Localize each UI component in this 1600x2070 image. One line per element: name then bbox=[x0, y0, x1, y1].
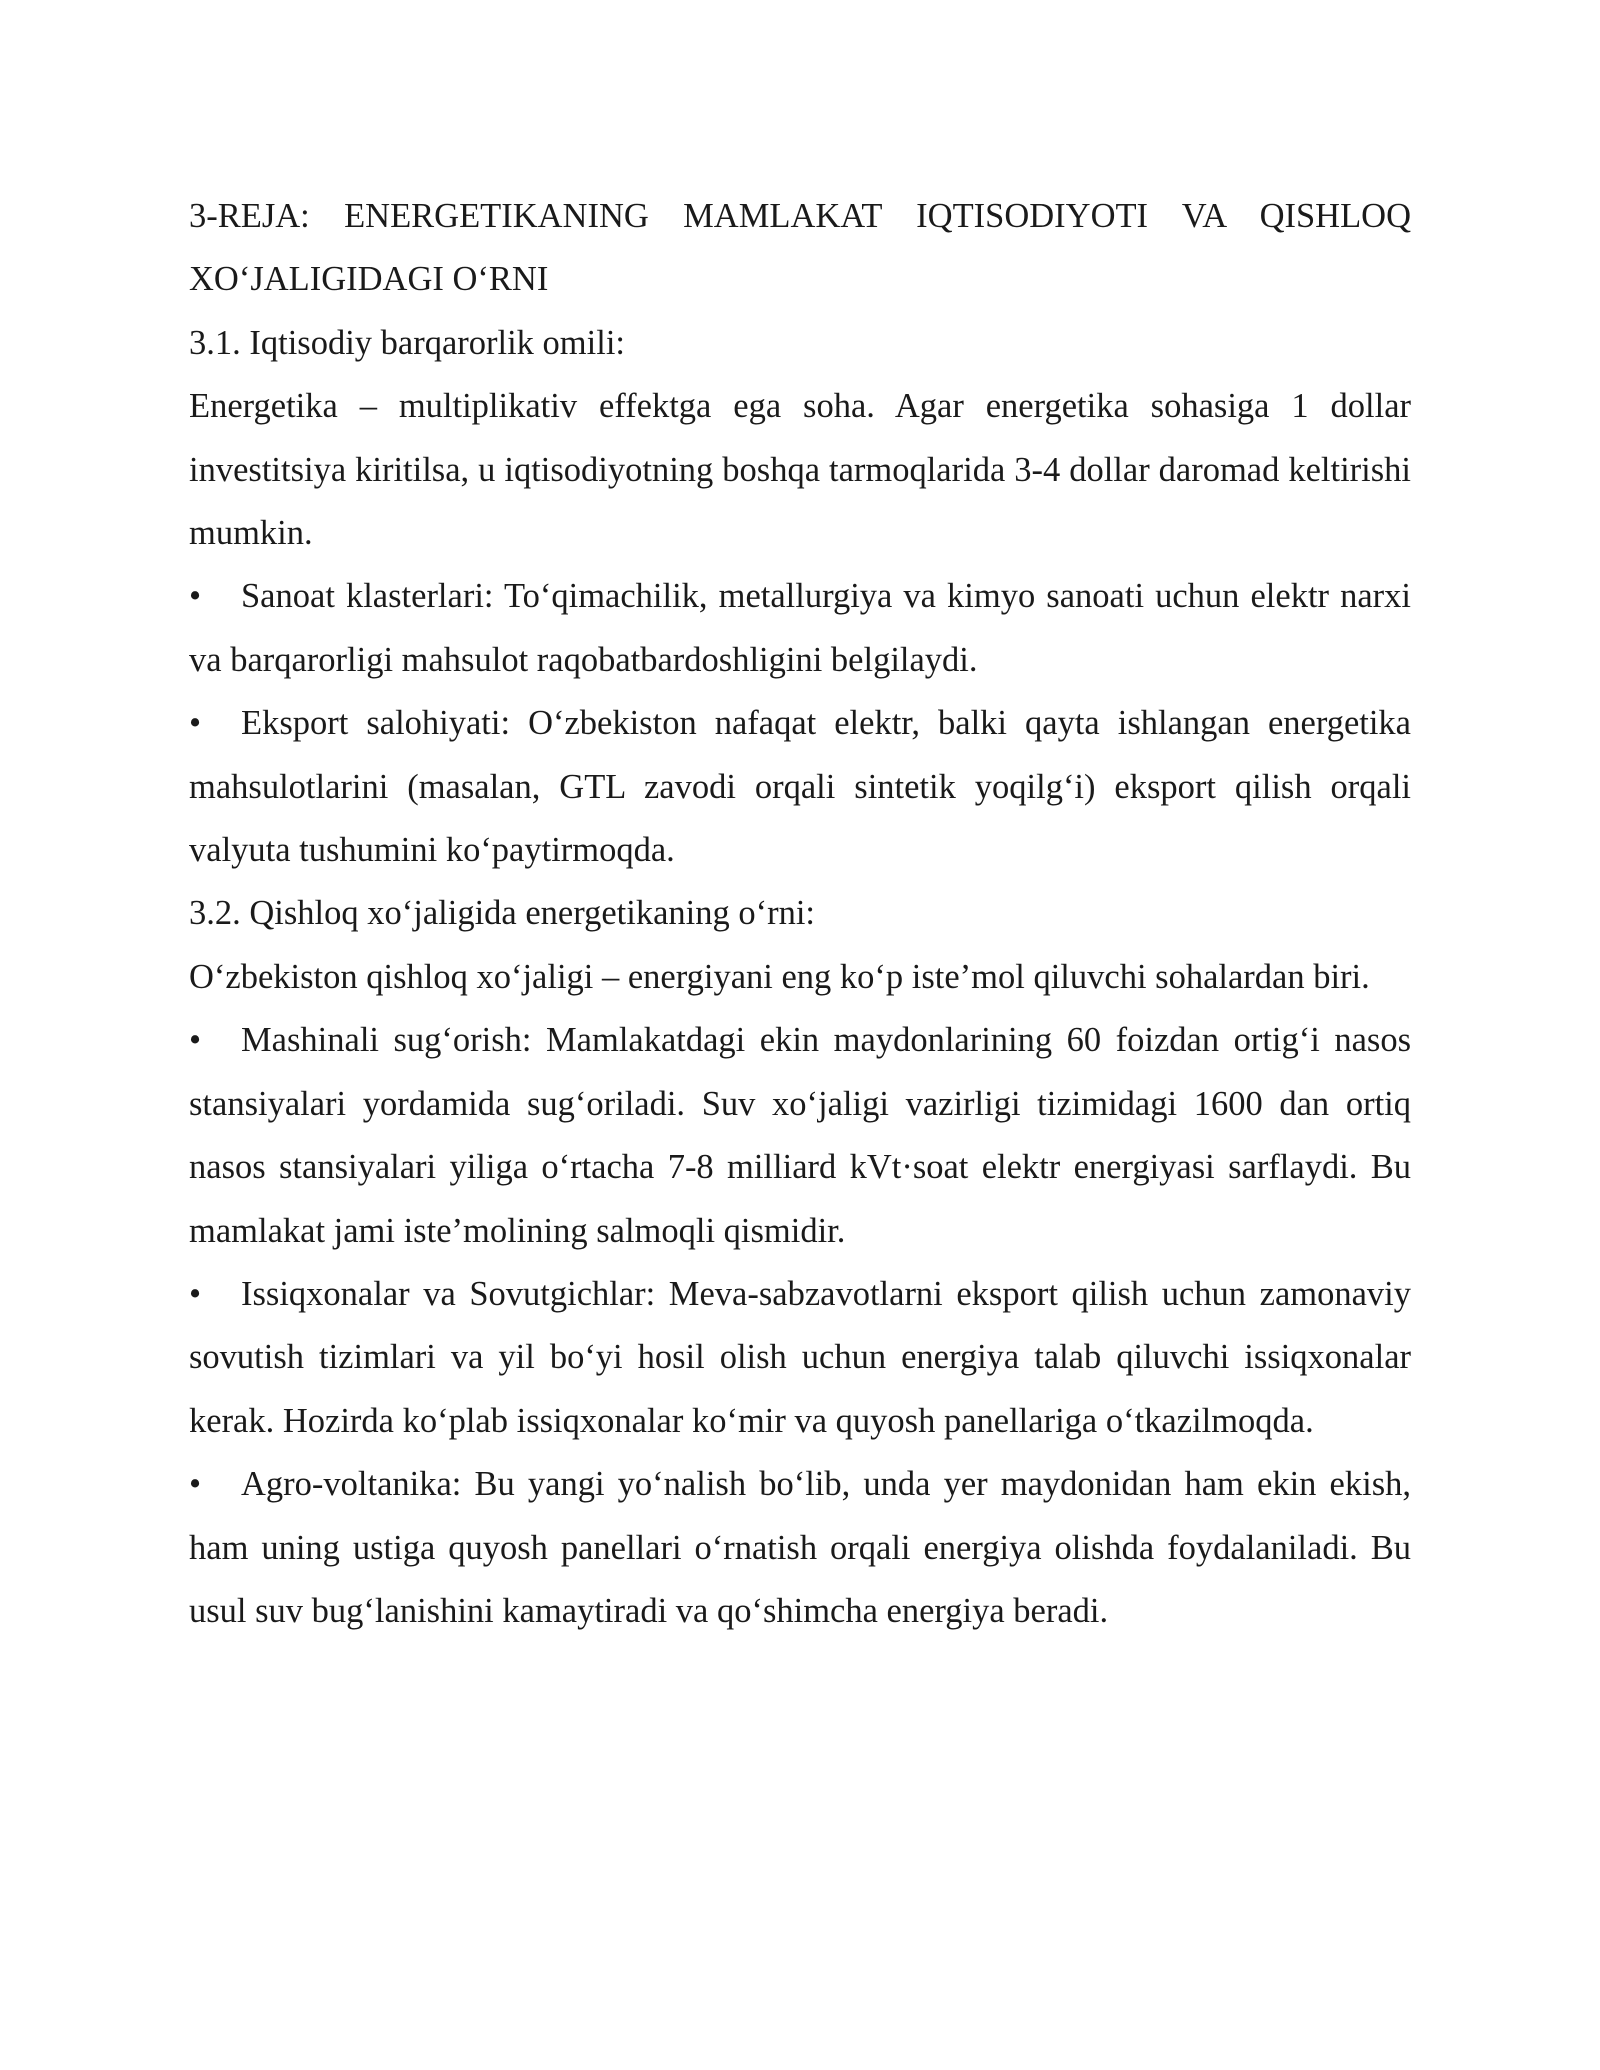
section-1-intro: Energetika – multiplikativ effektga ega soha. Agar energetika sohasiga 1 dollar investitsiya kiritilsa, u iqtisodiyotning boshqa tarmoqlarida 3-4 dollar daromad keltirishi mumkin. bbox=[189, 387, 1411, 553]
bullet-icon: • bbox=[189, 1465, 202, 1504]
bullet-text: Sanoat klasterlari: To‘qimachilik, metallurgiya va kimyo sanoati uchun elektr narxi va barqarorligi mahsulot raqobatbardoshligini belgilaydi. bbox=[189, 577, 1411, 679]
section-2-intro: O‘zbekiston qishloq xo‘jaligi – energiyani eng ko‘p iste’mol qiluvchi sohalardan biri. bbox=[189, 957, 1370, 996]
bullet-icon: • bbox=[189, 1274, 202, 1313]
bullet-item-agrovoltanika bbox=[189, 1453, 1411, 1643]
bullet-item-eksport bbox=[189, 692, 1411, 882]
bullet-icon: • bbox=[189, 704, 202, 743]
bullet-icon: • bbox=[189, 1021, 202, 1060]
section-2-title: 3.2. Qishloq xo‘jaligida energetikaning o‘rni: bbox=[189, 894, 815, 933]
bullet-text: Issiqxonalar va Sovutgichlar: Meva-sabzavotlarni eksport qilish uchun zamonaviy sovutish tizimlari va yil bo‘yi hosil olish uchun energiya talab qiluvchi issiqxonalar kerak. Hozirda ko‘plab issiqxonalar ko‘mir va quyosh panellariga o‘tkazilmoqda. bbox=[189, 1274, 1411, 1440]
bullet-item-sugorish bbox=[189, 1009, 1411, 1263]
bullet-item-sanoat bbox=[189, 565, 1411, 692]
bullet-text: Mashinali sug‘orish: Mamlakatdagi ekin maydonlarining 60 foizdan ortig‘i nasos stansiyalari yordamida sug‘oriladi. Suv xo‘jaligi vazirligi tizimidagi 1600 dan ortiq nasos stansiyalari yiliga o‘rtacha 7-8 milliard kVt·soat elektr energiyasi sarflaydi. Bu mamlakat jami iste’molining salmoqli qismidir. bbox=[189, 1021, 1411, 1250]
section-1-title: 3.1. Iqtisodiy barqarorlik omili: bbox=[189, 323, 625, 362]
document-heading: 3-REJA: ENERGETIKANING MAMLAKAT IQTISODIYOTI VA QISHLOQ XO‘JALIGIDAGI O‘RNI bbox=[189, 197, 1411, 299]
document-page bbox=[189, 185, 1411, 1643]
bullet-icon: • bbox=[189, 577, 202, 616]
bullet-text: Eksport salohiyati: O‘zbekiston nafaqat elektr, balki qayta ishlangan energetika mahsulotlarini (masalan, GTL zavodi orqali sintetik yoqilg‘i) eksport qilish orqali valyuta tushumini ko‘paytirmoqda. bbox=[189, 704, 1411, 870]
bullet-item-issiqxonalar bbox=[189, 1263, 1411, 1453]
bullet-text: Agro-voltanika: Bu yangi yo‘nalish bo‘lib, unda yer maydonidan ham ekin ekish, ham uning ustiga quyosh panellari o‘rnatish orqali energiya olishda foydalaniladi. Bu usul suv bug‘lanishini kamaytiradi va qo‘shimcha energiya beradi. bbox=[189, 1465, 1411, 1630]
